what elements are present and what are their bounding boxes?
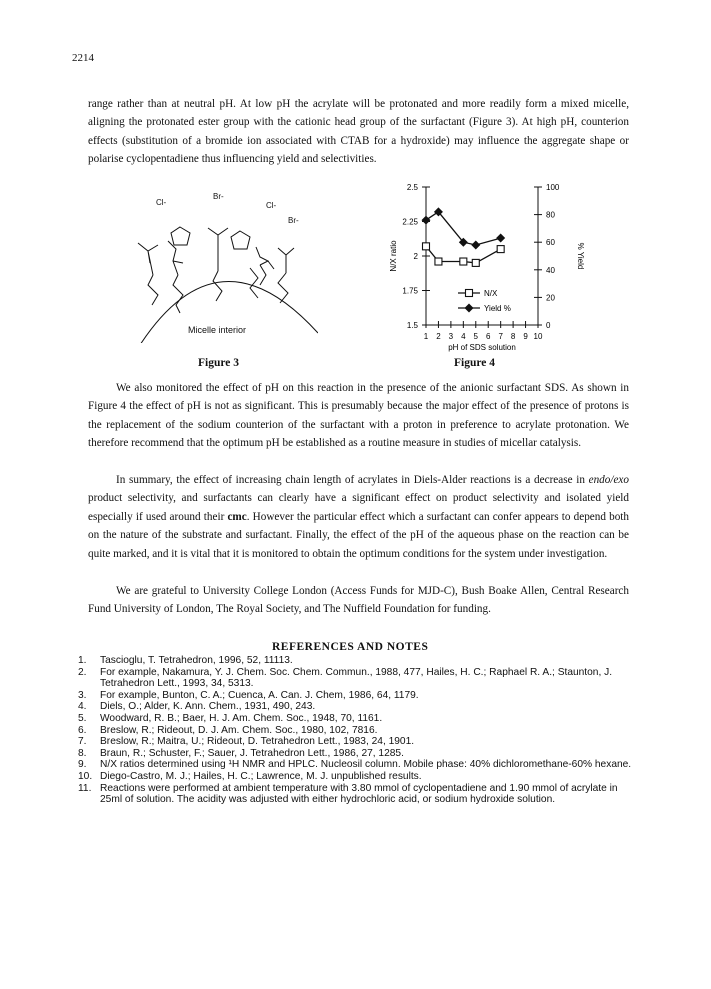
x-tick-label: 6 — [485, 332, 491, 341]
x-tick-label: 3 — [448, 332, 454, 341]
yield-data-point — [496, 234, 505, 243]
x-tick-label: 10 — [533, 332, 543, 341]
left-tick-label: 1.75 — [402, 286, 418, 296]
reference-item — [78, 736, 638, 748]
acrylate-chain — [173, 275, 183, 313]
reference-number: 2. — [78, 666, 87, 678]
reference-item — [78, 667, 638, 690]
legend-yield-marker — [465, 304, 474, 313]
x-tick-label: 2 — [436, 332, 441, 341]
reference-number: 6. — [78, 724, 87, 736]
references-list — [78, 655, 638, 806]
figure-3-diagram — [118, 183, 318, 343]
figure-4-chart — [358, 175, 593, 365]
summary-text-1: In summary, the effect of increasing chain length of acrylates in Diels-Alder reactions is a decrease in — [116, 474, 589, 486]
legend-nx-marker — [466, 290, 473, 297]
reference-number: 3. — [78, 689, 87, 701]
x-tick-label: 9 — [523, 332, 528, 341]
reference-text: Diego-Castro, M. J.; Hailes, H. C.; Lawrence, M. J. unpublished results. — [100, 770, 422, 782]
micelle-interior-label: Micelle interior — [188, 325, 247, 335]
x-tick-label: 1 — [423, 332, 429, 341]
paragraph-summary — [88, 471, 629, 563]
right-tick-label: 0 — [546, 321, 551, 330]
reference-text: Woodward, R. B.; Baer, H. J. Am. Chem. Soc., 1948, 70, 1161. — [100, 712, 383, 724]
reference-text: Tascioglu, T. Tetrahedron, 1996, 52, 11113. — [100, 655, 293, 666]
yield-data-point — [471, 240, 480, 249]
x-tick-label: 5 — [473, 332, 479, 341]
acknowledgements-text: We are grateful to University College London (Access Funds for MJD-C), Bush Boake Allen, Central Research Fund University of London, The Royal Society, and The Nuffield Foundation for funding. — [88, 585, 629, 616]
ester-group — [168, 241, 183, 275]
x-tick-label: 8 — [510, 332, 516, 341]
figure-4-svg — [358, 175, 593, 365]
reference-number: 11. — [78, 782, 92, 794]
ammonium-head — [278, 248, 294, 273]
reference-text: For example, Bunton, C. A.; Cuenca, A. Can. J. Chem, 1986, 64, 1179. — [100, 689, 419, 701]
reference-item — [78, 690, 638, 702]
cyclopentadiene-ring — [231, 231, 250, 249]
reference-number: 4. — [78, 701, 87, 713]
right-axis-title: % Yield — [576, 242, 585, 270]
paragraph-acknowledgements — [88, 582, 629, 619]
right-tick-label: 40 — [546, 265, 555, 275]
reference-number: 10. — [78, 770, 93, 782]
page-number: 2214 — [72, 52, 94, 64]
acrylate-chain — [260, 265, 266, 285]
reference-text: Breslow, R.; Maitra, U.; Rideout, D. Tetrahedron Lett., 1983, 24, 1901. — [100, 736, 415, 748]
counterion-label: Br- — [213, 192, 224, 201]
ammonium-head — [208, 228, 228, 271]
left-tick-label: 1.5 — [406, 321, 418, 330]
surfactant-chain — [213, 271, 222, 301]
right-tick-label: 80 — [546, 210, 555, 220]
reference-item — [78, 655, 638, 667]
left-axis-title: N/X ratio — [389, 240, 398, 272]
reference-text: Braun, R.; Schuster, F.; Sauer, J. Tetrahedron Lett., 1986, 27, 1285. — [100, 747, 404, 759]
ammonium-head — [138, 243, 158, 275]
reference-item — [78, 771, 638, 783]
right-tick-label: 20 — [546, 293, 555, 303]
x-tick-label: 7 — [498, 332, 503, 341]
reference-text: Reactions were performed at ambient temperature with 3.80 mmol of cyclopentadiene and 1.90 mmol of acrylate in 25ml of solution. The acidity was adjusted with either hydrochloric acid, or sodium hydroxide solution. — [100, 782, 618, 806]
reference-number: 1. — [78, 655, 87, 666]
right-tick-label: 60 — [546, 238, 555, 248]
reference-item — [78, 748, 638, 760]
summary-text-2: product selectivity, and surfactants can clearly have a significant effect on product selectivity and isolated yield especially if used around their — [88, 492, 629, 523]
legend-yield-label: Yield % — [484, 304, 511, 313]
left-tick-label: 2 — [413, 252, 418, 261]
paragraph-intro: range rather than at neutral pH. At low pH the acrylate will be protonated and more readily form a mixed micelle, aligning the protonated ester group with the cationic head group of the surfactant (Figure 3). At high pH, counterion effects (substitution of a bromide ion associated with CTAB for a hydroxide) may influence the aggregate shape or polarise cyclopentadiene thus influencing yield and selectivities. — [88, 98, 629, 166]
reference-number: 9. — [78, 759, 87, 771]
references-heading: REFERENCES AND NOTES — [272, 641, 429, 653]
reference-text: N/X ratios determined using ¹H NMR and HPLC. Nucleosil column. Mobile phase: 40% dichloromethane-60% hexane. — [100, 759, 632, 771]
nx-data-point — [497, 246, 504, 253]
nx-data-point — [423, 243, 430, 250]
left-tick-label: 2.5 — [406, 183, 418, 192]
reference-item — [78, 725, 638, 737]
summary-italic: endo/exo — [588, 474, 629, 486]
x-axis-title: pH of SDS solution — [448, 343, 516, 352]
cyclopentadiene-ring — [171, 227, 190, 245]
ester-group — [256, 247, 274, 269]
nx-data-point — [435, 258, 442, 265]
reference-item — [78, 701, 638, 713]
surfactant-chain — [250, 268, 258, 298]
paragraph-ph-effect-text: We also monitored the effect of pH on this reaction in the presence of the anionic surfactant SDS. As shown in Figure 4 the effect of pH is not as significant. This is presumably because the major effect of the presence of protons is the replacement of the sodium counterion of the surfactant with a proton in preference to acrylate protonation. We therefore recommend that the optimum pH be established as a routine measure in studies of micellar catalysis. — [88, 382, 629, 450]
reference-number: 5. — [78, 712, 87, 724]
nx-data-point — [472, 259, 479, 266]
summary-bold: cmc — [227, 510, 247, 523]
figure-4-caption: Figure 4 — [454, 357, 495, 369]
legend-nx-label: N/X — [484, 289, 498, 298]
counterion-label: Cl- — [266, 201, 277, 210]
reference-text: Diels, O.; Alder, K. Ann. Chem., 1931, 490, 243. — [100, 701, 316, 713]
reference-text: Breslow, R.; Rideout, D. J. Am. Chem. Soc., 1980, 102, 7816. — [100, 724, 378, 736]
right-tick-label: 100 — [546, 183, 560, 192]
surfactant-chain — [148, 275, 158, 305]
counterion-label: Br- — [288, 216, 299, 225]
reference-text: For example, Nakamura, Y. J. Chem. Soc. Chem. Commun., 1988, 477, Hailes, H. C.; Raphael R. A.; Staunton, J. Tetrahedron Lett., 1993, 34, 5313. — [100, 666, 613, 690]
x-tick-label: 4 — [461, 332, 466, 341]
reference-item — [78, 713, 638, 725]
reference-item — [78, 759, 638, 771]
reference-number: 8. — [78, 747, 87, 759]
micelle-drawing — [118, 183, 318, 343]
yield-data-point — [422, 216, 431, 225]
nx-data-point — [460, 258, 467, 265]
counterion-label: Cl- — [156, 198, 167, 207]
paragraph-ph-effect — [88, 379, 629, 453]
reference-item — [78, 783, 638, 806]
reference-number: 7. — [78, 736, 87, 748]
summary-text-3: . However the particular effect which a surfactant can confer appears to depend both on the nature of the substrate and surfactant. Finally, the effect of the pH of the aqueous phase on the reaction can be quite marked, and it is vital that it is monitored to obtain the optimum conditions for the system under investigation. — [88, 510, 629, 560]
figure-3-caption: Figure 3 — [198, 357, 239, 369]
left-tick-label: 2.25 — [402, 217, 418, 227]
